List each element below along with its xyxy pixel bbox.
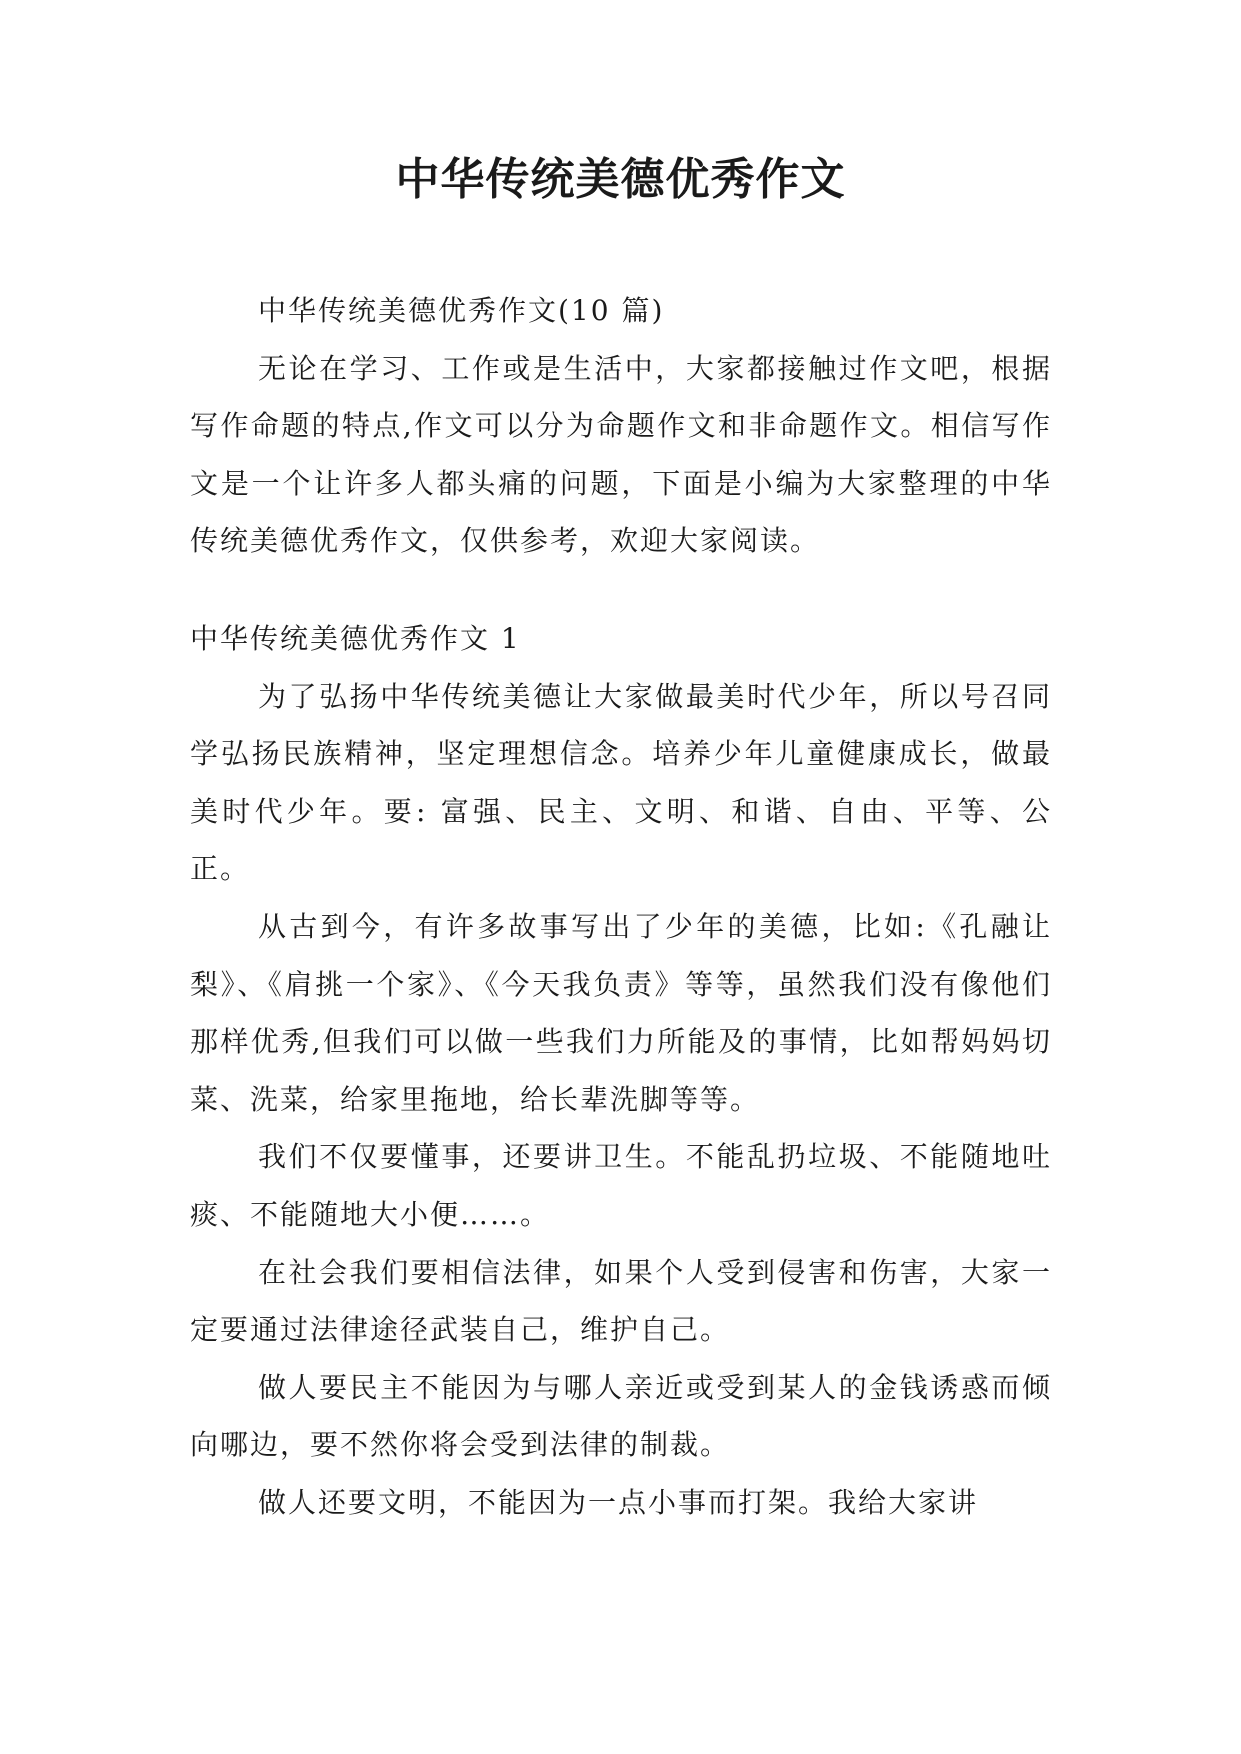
intro-paragraph: 无论在学习、工作或是生活中，大家都接触过作文吧，根据写作命题的特点,作文可以分为命题作文和非命题作文。相信写作文是一个让许多人都头痛的问题，下面是小编为大家整理的中华传统美德优秀作文，仅供参考，欢迎大家阅读。 <box>190 351 1052 558</box>
body-paragraph: 做人还要文明，不能因为一点小事而打架。我给大家讲 <box>258 1485 979 1519</box>
body-paragraph: 从古到今，有许多故事写出了少年的美德，比如:《孔融让梨》、《肩挑一个家》、《今天我负责》等等，虽然我们没有像他们那样优秀,但我们可以做一些我们力所能及的事情，比如帮妈妈切菜、洗菜，给家里拖地，给长辈洗脚等等。 <box>190 909 1052 1116</box>
document-subtitle: 中华传统美德优秀作文(10 篇) <box>258 294 665 327</box>
body-paragraph: 做人要民主不能因为与哪人亲近或受到某人的金钱诱惑而倾向哪边，要不然你将会受到法律的制裁。 <box>190 1370 1052 1462</box>
document-title: 中华传统美德优秀作文 <box>395 154 846 205</box>
document-body <box>190 282 1052 1531</box>
body-paragraph: 在社会我们要相信法律，如果个人受到侵害和伤害，大家一定要通过法律途径武装自己，维护自己。 <box>190 1255 1052 1347</box>
body-paragraph: 我们不仅要懂事，还要讲卫生。不能乱扔垃圾、不能随地吐痰、不能随地大小便……。 <box>190 1140 1052 1231</box>
body-paragraph: 为了弘扬中华传统美德让大家做最美时代少年，所以号召同学弘扬民族精神，坚定理想信念。培养少年儿童健康成长，做最美时代少年。要: 富强、民主、文明、和谐、自由、平等、公正。 <box>190 679 1052 886</box>
section-heading: 中华传统美德优秀作文 1 <box>190 621 521 655</box>
